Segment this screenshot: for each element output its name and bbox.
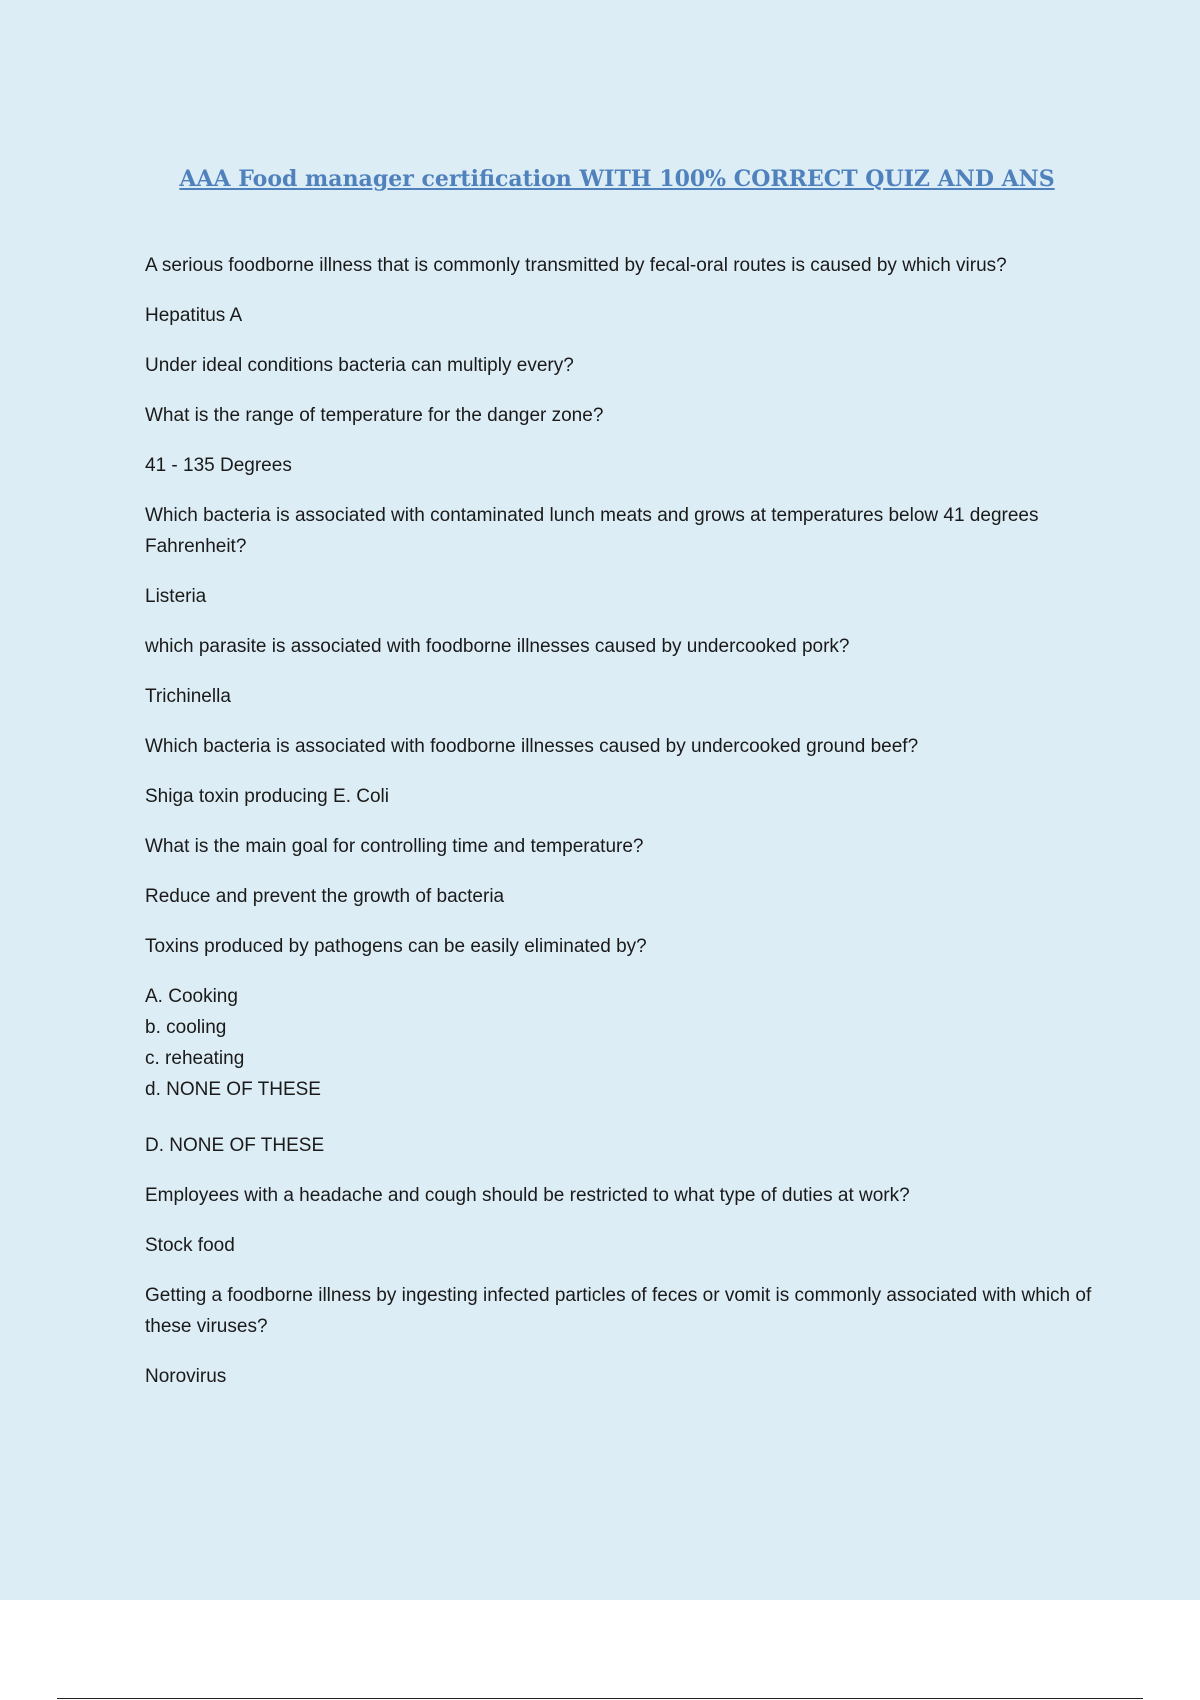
question-text: A serious foodborne illness that is commonly transmitted by fecal-oral routes is caused by which virus? (145, 255, 1007, 276)
answer-options (145, 981, 1095, 1105)
question-text: What is the main goal for controlling time and temperature? (145, 836, 644, 857)
question-text: Which bacteria is associated with contaminated lunch meats and grows at temperatures below 41 degrees Fahrenheit? (145, 505, 1039, 557)
option-item: b. cooling (145, 1017, 227, 1038)
question-text: Under ideal conditions bacteria can multiply every? (145, 355, 574, 376)
answer-text: 41 - 135 Degrees (145, 455, 292, 476)
footer-divider (57, 1698, 1143, 1699)
option-item: d. NONE OF THESE (145, 1079, 321, 1100)
question-text: What is the range of temperature for the danger zone? (145, 405, 604, 426)
answer-text: Shiga toxin producing E. Coli (145, 786, 389, 807)
answer-text: Trichinella (145, 686, 231, 707)
answer-text: Hepatitus A (145, 305, 243, 326)
question-text: Getting a foodborne illness by ingesting infected particles of feces or vomit is commonly associated with which of these viruses? (145, 1285, 1092, 1337)
answer-text: Norovirus (145, 1366, 227, 1387)
answer-text: Listeria (145, 586, 207, 607)
answer-text: D. NONE OF THESE (145, 1135, 325, 1156)
question-text: which parasite is associated with foodborne illnesses caused by undercooked pork? (145, 636, 850, 657)
answer-text: Reduce and prevent the growth of bacteria (145, 886, 505, 907)
document-title: AAA Food manager certification WITH 100% CORRECT QUIZ AND ANS (179, 166, 1055, 192)
question-text: Which bacteria is associated with foodborne illnesses caused by undercooked ground beef? (145, 736, 919, 757)
option-item: c. reheating (145, 1048, 245, 1069)
answer-text: Stock food (145, 1235, 235, 1256)
option-item: A. Cooking (145, 986, 238, 1007)
quiz-body (145, 250, 1095, 1411)
question-text: Toxins produced by pathogens can be easily eliminated by? (145, 936, 647, 957)
question-text: Employees with a headache and cough should be restricted to what type of duties at work? (145, 1185, 910, 1206)
